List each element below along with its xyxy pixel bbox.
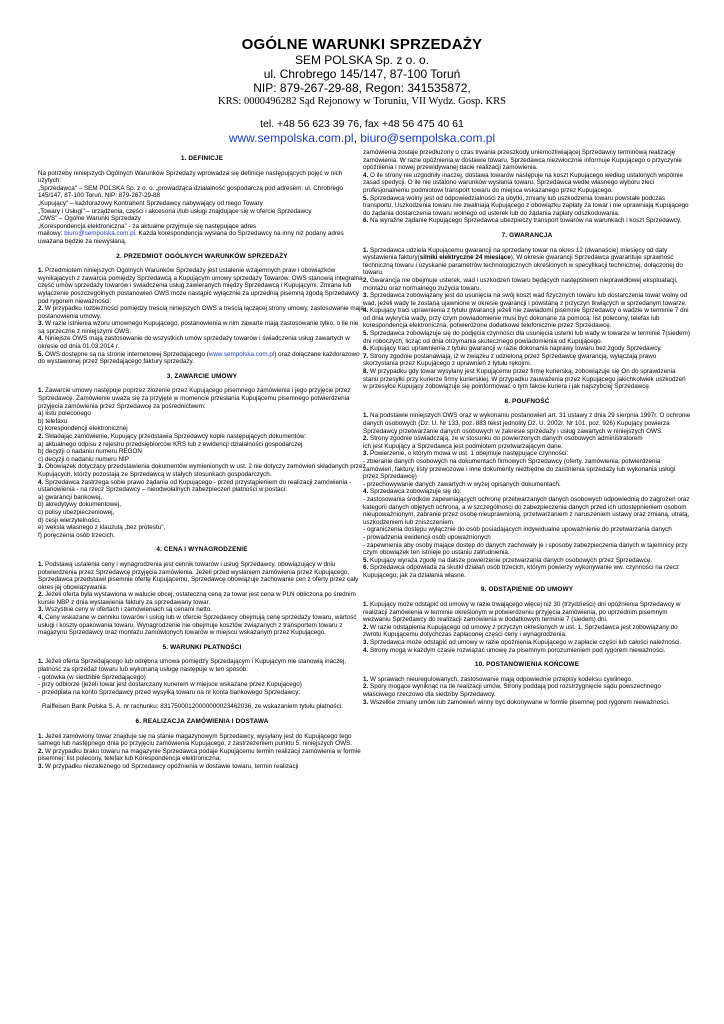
section-title-warranty: 7. GWARANCJA	[501, 231, 553, 239]
text: Jeżeli zamówiony towar znajduje się na stanie magazynowym Sprzedawcy, wysyłany jest do Kupującego tego samego lub następnego dnia po przyjęciu zamówienia Kupującego, z zastrzeżeniem punktu 5. niniejszych OWS.	[38, 732, 352, 748]
list-item: a) aktualnego odpisu z rejestru przedsiębiorców KRS lub z ewidencji działalności gospodarczej	[38, 440, 303, 448]
paragraph	[363, 172, 691, 195]
document-title: OGÓLNE WARUNKI SPRZEDAŻY	[241, 36, 483, 53]
paragraph	[38, 230, 366, 245]
paragraph	[38, 658, 366, 673]
paragraph: „Kupujący" – każdorazowy Kontrahent Sprzedawcy nabywający od niego Towary	[38, 199, 263, 207]
paragraph	[363, 247, 691, 277]
text: Przedmiotem niniejszych Ogólnych Warunków Sprzedaży jest ustalenie wzajemnych praw i obowiązków wynikających z zawarcia pomiędzy Sprzedawcą a Kupującym umowy sprzedaży Towarów. OWS stanowią integralną część umów sprzedaży towarów i świadczenia usług zawieranych między Sprzedawcą i Kupującymi. Zmiana lub wyłączenie poszczególnych postanowień OWS może nastąpić wyłącznie za uprzednią pisemną zgodą Sprzedawcy pod rygorem nieważności.	[38, 267, 363, 305]
list-item: c) decyzji o nadaniu numeru NIP	[38, 455, 130, 463]
paragraph	[363, 307, 691, 330]
item-number: 5.	[363, 330, 369, 338]
text: Na wyraźne żądanie Kupującego Sprzedawca ubezpieczy transport towarów na warunkach i koszt Sprzedawcy.	[368, 217, 682, 225]
item-number: 7.	[363, 352, 369, 360]
item-number: 2.	[38, 747, 44, 755]
paragraph	[363, 330, 691, 345]
paragraph	[38, 614, 369, 637]
text: Spory mogące wyniknąć na tle realizacji umów, Strony poddają pod rozstrzygnięcie sądu powszechnego właściwego rzeczowo dla siedziby Sprzedawcy.	[363, 683, 661, 698]
paragraph	[38, 591, 369, 609]
company-name: SEM POLSKA Sp. z o. o.	[294, 53, 430, 67]
highlight-text: silniki elektryczne 24 miesiące	[419, 254, 511, 262]
paragraph	[38, 387, 366, 410]
text: W przypadku rozbieżności pomiędzy treścią niniejszych OWS a treścią łączącej strony umowy, zastosowanie mają postanowienia umowy.	[38, 305, 365, 320]
list-item: c) korespondencji elektronicznej	[38, 425, 128, 433]
paragraph	[363, 292, 691, 307]
paragraph	[38, 733, 366, 748]
paragraph	[38, 560, 369, 591]
paragraph: Na potrzeby niniejszych Ogólnych Warunków Sprzedaży wprowadza się definicje następujących pojęć w nich użytych:	[38, 169, 343, 185]
paragraph	[38, 763, 366, 771]
text: Składając zamówienie, Kupujący przedstawia Sprzedawcy kopie następujących dokumentów:	[43, 433, 307, 440]
text: OWS dostępne są na stronie internetowej Sprzedającego (	[43, 350, 209, 358]
list-item: a) gwarancji bankowej,	[38, 493, 103, 501]
item-number: 4.	[363, 646, 369, 654]
paragraph	[363, 368, 691, 391]
item-number: 3.	[38, 606, 44, 614]
section-title-final-provisions: 10. POSTANOWIENIA KOŃCOWE	[474, 661, 580, 669]
company-nip-regon: NIP: 879-267-29-88, Regon: 341535872,	[253, 81, 471, 95]
paragraph	[38, 748, 366, 763]
text: Sprzedawca zastrzega sobie prawo żądania od Kupującego - przed przystąpieniem do realizacji zamówienia - ustanowienia - na rzecz Sprzedawcy – nieodwołalnych zabezpieczeń płatności w postaci:	[38, 478, 352, 494]
paragraph	[38, 305, 369, 320]
item-number: 3.	[363, 292, 369, 300]
item-number: 4.	[38, 335, 44, 343]
paragraph: „Towary i Usługi" – urządzenia, części i akcesoria i/lub usługi znajdujące się w ofercie Sprzedawcy	[38, 207, 312, 215]
list-item: - przy odbiorze (jeżeli towar jest dostarczany kurierem w miejsce wskazane przez Kupującego)	[38, 681, 302, 689]
item-number: 8.	[363, 368, 369, 376]
text: Sprzedawca zobowiązuje się do:	[368, 488, 462, 496]
text: O ile strony nie uzgodniły inaczej, dostawa towarów następuje na koszt Kupującego według ustalonych wspólnie zasad spedycji. O ile nie ustalono warunków wysłania towaru, Sprzedawca wedle własnego wyboru zleci profesjonalnemu podmiotowi transport towaru do miejsca wskazanego przez Kupującego.	[363, 171, 683, 194]
paragraph	[363, 624, 691, 639]
item-number: 1.	[363, 412, 369, 420]
paragraph	[38, 267, 369, 305]
section-title-subject: 2. PRZEDMIOT OGÓLNYCH WARUNKÓW SPRZEDAŻY	[116, 252, 288, 260]
item-number: 5.	[363, 194, 369, 202]
contact-links	[0, 131, 724, 145]
document-header	[0, 36, 724, 145]
text: Sprzedawca udziela Kupującemu gwarancji na sprzedany towar na okres 12 (dwanaście) miesięcy od daty wystawienia faktury(	[363, 246, 668, 262]
item-number: 1.	[38, 732, 44, 740]
paragraph	[363, 676, 691, 684]
text: Powierzenie, o którym mowa w ust. 1 obejmuje następujące czynności:	[368, 450, 569, 458]
item-number: 4.	[38, 614, 44, 622]
item-number: 6.	[363, 217, 369, 225]
section-title-withdrawal: 9. ODSTĄPIENIE OD UMOWY	[480, 586, 574, 594]
item-number: 1.	[38, 560, 44, 568]
text: W przypadku niezależnego od Sprzedawcy opóźnienia w dostawie towaru, termin realizacji	[43, 762, 299, 770]
paragraph	[38, 350, 369, 366]
text: W sprawach nieuregulowanych, zastosowanie mają odpowiednie przepisy kodeksu cywilnego.	[368, 675, 633, 683]
company-krs: KRS: 0000496282 Sąd Rejonowy w Toruniu, VII Wydz. Gosp. KRS	[218, 96, 506, 107]
item-number: 2.	[38, 305, 44, 313]
text: Sprzedawca zobowiązuje się do podjęcia czynności dla usunięcia usterki lub wady w towarze w terminie 7(siedem) dni roboczych, licząc od dnia otrzymania skutecznego powiadomienia od Kupującego.	[363, 330, 690, 345]
paragraph	[363, 277, 691, 292]
list-item: b) akredytywy dokumentowej,	[38, 501, 121, 509]
item-number: 3.	[363, 698, 369, 706]
company-address: ul. Chrobrego 145/147, 87-100 Toruń	[263, 67, 461, 81]
list-item: - przechowywanie danych zawartych w wyżej opisanych dokumentach.	[363, 480, 561, 488]
text: Zawarcie umowy następuje poprzez złożenie przez Kupującego pisemnego zamówienia i jego przyjęcie przez Sprzedawcę. Zamówienie uważa się za przyjęte w momencie przesłania Kupującemu pisemnego potwierdzenia przyjęcia zamówienia przez Sprzedawcę za pośrednictwem:	[38, 387, 351, 410]
item-number: 3.	[38, 762, 44, 770]
list-item: - przedpłata na konto Sprzedawcy przed wysyłką towaru na nr konta bankowego Sprzedawcy:	[38, 688, 301, 696]
paragraph	[363, 450, 691, 458]
list-item: - ograniczenia dostępu wyłącznie do osób posiadających indywidualne upoważnienie do przetwarzania danych	[363, 526, 672, 534]
paragraph	[38, 335, 369, 353]
item-number: 3.	[38, 320, 44, 328]
text: Niniejsze OWS mają zastosowanie do wszystkich umów sprzedaży towarów i świadczenia usług zawartych w okresie od dnia 01.03.2014 r.	[38, 335, 350, 351]
paragraph	[363, 683, 691, 698]
website-link[interactable]: www.sempolska.com.pl	[208, 350, 275, 358]
paragraph	[363, 699, 691, 707]
list-item: f) poręczenia osób trzecich.	[38, 531, 115, 539]
text: Kupujący może odstąpić od umowy w razie trwającego więcej niż 30 (trzydzieści) dni opóźnienia Sprzedawcy w realizacji zamówienia w terminie określonym w potwierdzeniu przyjęcia zamówienia, po uprzednim pisemnym wezwaniu Sprzedawcy do realizacji zamówienia w dodatkowym terminie 7 (siedem) dni.	[363, 601, 681, 624]
item-number: 2.	[363, 623, 369, 631]
item-number: 3.	[363, 639, 369, 647]
text: Kupujący traci uprawnienia z tytułu gwarancji jeżeli nie zawiadomi pisemnie Sprzedawcy o wadzie w terminie 7 dni od dnia wykrycia wady, przy czym powiadomienie musi być dokonane za pomocą: list polecony, telefax lub korespondencja elektroniczna, potwierdzone dodatkowe telefonicznie przez Sprzedawcę.	[363, 307, 689, 330]
text: Kupujący wyraża zgodę na dalsze powierzenie przetwarzania danych osobowych przez Sprzedawcę.	[368, 556, 653, 564]
list-item: - zbieranie danych osobowych na dokumentach firmowych Sprzedawcy (oferty, zamówienia, potwierdzenia zamówień, faktury, listy przewozowe i inne dokumenty niezbędne do zaistnienia sprzedaży lub wykonania usługi przez Sprzedawcę)	[363, 457, 676, 481]
text: Wszelkie zmiany umów lub zamówień winny być dokonywane w formie pisemnej pod rygorem nieważności.	[368, 698, 670, 706]
item-number: 4.	[38, 478, 44, 486]
item-number: 1.	[363, 675, 369, 683]
item-number: 5.	[363, 556, 369, 564]
list-item: e) weksla własnego z klauzulą „bez protestu",	[38, 524, 166, 532]
item-number: 3.	[38, 463, 44, 471]
paragraph: „Sprzedawca" – SEM POLSKA Sp. z o. o. „prowadząca działalność gospodarczą pod adresem: ul. Chrobrego 145/147, 87-100 Toruń, NIP: 879-267-29-88	[38, 184, 343, 200]
list-item: - gotówka (w siedzibie Sprzedającego)	[38, 673, 146, 681]
list-item: b) decyzji o nadaniu numeru REGON	[38, 448, 142, 456]
item-number: 1.	[363, 601, 369, 609]
paragraph: ich jest Kupujący a Sprzedawca jest podmiotem przetwarzającym dane.	[363, 442, 563, 450]
item-number: 2.	[38, 591, 44, 599]
text: Kupujący traci uprawnienia z tytułu gwarancji w razie dokonania naprawy towaru bez zgody Sprzedawcy.	[368, 345, 662, 353]
list-item: b) telefaxu	[38, 417, 68, 425]
paragraph	[363, 564, 691, 579]
section-title-definitions: 1. DEFINICJE	[180, 155, 224, 162]
paragraph	[38, 463, 366, 478]
section-title-confidentiality: 8. POUFNOŚĆ	[504, 397, 550, 405]
paragraph: zamówienia zostaje przedłużony o czas trwania przeszkody uniemożliwiającej Sprzedawcy terminową realizację zamówienia. W razie opóźnienia w dostawie towaru, Sprzedawca niezwłocznie informuje Kupującego o przyczynie opóźnienia i nowej przewidywanej dacie realizacji zamówienia.	[363, 149, 682, 172]
text: . Każda korespondencja wysłana do Sprzedawcy na inny niż podany adres uważana będzie za niewysłaną.	[38, 230, 344, 245]
item-number: 2.	[363, 276, 369, 284]
text: ) oraz dołączane każdorazowo do wystawionej przez Sprzedającego faktury sprzedaży.	[38, 350, 360, 366]
list-item: c) polisy ubezpieczeniowej,	[38, 508, 115, 516]
list-item: - zapewnienia aby osoby mające dostęp do danych zachowały je i sposoby zabezpieczenia danych w tajemnicy przy czym obowiązek ten istnieje po ustaniu zatrudnienia.	[363, 541, 688, 557]
item-number: 4.	[363, 488, 369, 496]
paragraph	[363, 488, 691, 496]
item-number: 2.	[38, 433, 44, 440]
section-title-price: 4. CENA I WYNAGRODZENIE	[156, 546, 248, 554]
paragraph	[363, 435, 691, 443]
text: Strony zgodnie postanawiają, iż w związku z udzieloną przez Sprzedawcę gwarancją, wyłączają prawo skorzystania przez Kupującego z uprawnień z tytułu rękojmi.	[363, 352, 657, 368]
item-number: 4.	[363, 307, 369, 315]
text: Ceny wskazane w cenniku towarów i usług lub w ofercie Sprzedawcy obejmują cenę sprzedaży towaru, wartość usługi i koszty opakowania towaru. Wynagrodzenie nie obejmuje kosztów związanych z transportem towaru z magazynu Sprzedawcy oraz montażu zamówionych towarów w miejscu wskazanym przez Kupującego.	[38, 614, 357, 637]
list-item: a) listu poleconego	[38, 410, 91, 418]
item-number: 6.	[363, 564, 369, 572]
section-title-delivery: 6. REALIZACJA ZAMÓWIENIA I DOSTAWA	[135, 718, 269, 725]
text: W przypadku braku towaru na magazynie Sprzedawca podaje Kupującemu termin realizacji zamówienia w formie pisemnej: list polecony, telefax lub Korespondencja elektroniczna.	[38, 747, 361, 763]
text: W razie odstąpienia Kupującego od umowy z przyczyn określonych w ust. 1, Sprzedawca jest zobowiązany do zwrotu Kupującemu dotychczas zapłaconej części ceny i wynagrodzenia.	[363, 623, 678, 639]
paragraph	[363, 639, 691, 647]
text: Strony mogą w każdym czasie rozwiązać umowę za pisemnym porozumieniem pod rygorem nieważności.	[368, 646, 666, 654]
paragraph	[38, 433, 369, 443]
paragraph: „Korespondencja elektroniczna" - za aktualne przyjmuje się następujące adres	[38, 222, 257, 230]
website-link[interactable]: www.sempolska.com.pl	[228, 131, 354, 145]
item-number: 6.	[363, 345, 369, 353]
item-number: 1.	[38, 387, 44, 395]
paragraph	[363, 353, 691, 368]
text: Podstawą ustalenia ceny i wynagrodzenia jest cennik towarów i usług Sprzedawcy, obowiązujący w dniu potwierdzenia przez Sprzedawcę przyjęcia zamówienia. Jeżeli przed wysłaniem zamówienia przez Kupującego, Sprzedawca przedstawił pisemnie ofertę Kupującemu, Sprzedawcę obowiązuje zachowanie cen z oferty przez cały okres jej obowiązywania.	[38, 560, 359, 591]
item-number: 3.	[363, 450, 369, 458]
item-number: 1.	[38, 658, 44, 666]
text: mailowy:	[38, 230, 65, 238]
paragraph	[363, 195, 691, 218]
paragraph	[363, 601, 691, 624]
company-phone-fax: tel. +48 56 623 39 76, fax +48 56 475 40 61	[260, 118, 464, 130]
paragraph	[363, 217, 691, 225]
paragraph	[38, 320, 369, 338]
text: Sprzedawca może odstąpić od umowy w razie opóźnienia Kupującego w zapłacie części lub całości należności.	[368, 639, 682, 647]
item-number: 1.	[363, 246, 369, 254]
email-link[interactable]: biuro@sempolska.com.pl	[360, 131, 496, 145]
text: Wszystkie ceny w ofertach i zamówieniach są cenami netto.	[43, 606, 212, 614]
text: ). W okresie gwarancji Sprzedawca gwarantuje sprawność techniczną towaru i uzyskanie parametrów technologicznych określonych w specyfikacji technicznej, dołączonej do towaru.	[363, 254, 683, 277]
text: Strony zgodnie oświadczają, że w stosunku do powierzonych danych osobowych administratorem	[368, 435, 643, 443]
item-number: 2.	[363, 435, 369, 443]
section-title-payment: 5. WARUNKI PŁATNOŚCI	[162, 643, 242, 651]
item-number: 4.	[363, 171, 369, 179]
list-item: - zastosowania środków zapewniających ochronę przetwarzanych danych osobowych odpowiednią do zagrożeń oraz kategorii danych objętych ochroną, a w szczególności do zabezpieczenia danych przed ich udostępnieniem osobom nieupoważnionym, zabranie przez osobę nieuprawnioną, przetwarzaniem z naruszeniem ustawy oraz zmianą, utratą, uszkodzeniem lub zniszczeniem	[363, 495, 690, 526]
paragraph	[363, 647, 691, 655]
text: Jeżeli oferta była wystawiona w walucie obcej, ostateczną ceną za towar jest cena w PLN obliczona po średnim kursie NBP z dnia wystawienia faktury za sprzedawany towar.	[38, 591, 356, 606]
paragraph	[363, 557, 691, 565]
list-item: d) cesji wierzytelności,	[38, 516, 101, 524]
text: Sprzedawca odpowiada za skutki działań osób trzecich, którym powierzy wykonywanie ww. czynności na rzecz Kupującego, jak za działania własne.	[363, 564, 680, 579]
text: Gwarancja nie obejmuje usterek, wad i uszkodzeń towaru będących następstwem nieprawidłowej eksploatacji, montażu oraz normalnego zużycia towaru.	[363, 276, 678, 292]
section-title-contract: 3. ZAWARCIE UMOWY	[166, 372, 238, 380]
text: Sprzedawca wolny jest od odpowiedzialności za ubytki, zmiany lub uszkodzenia towaru powstałe podczas transportu. Uszkodzenia towaru nie zwalniają Kupującego z obowiązku zapłaty za towar i nie uprawniają Kupującego do żądania dostarczenia towaru wolnego od usterek lub do żądania zapłaty odszkodowania.	[363, 194, 689, 217]
list-item: - prowadzenia ewidencji osób upoważnionych	[363, 533, 491, 541]
separator: ,	[353, 131, 361, 145]
text: W razie istnienia wzoru umownego Kupującego, postanowienia w nim zawarte mają zastosowanie tylko, o ile nie są sprzeczne z niniejszymi OWS.	[38, 320, 359, 335]
paragraph	[38, 478, 369, 496]
text: Na podstawie niniejszych OWS oraz w wykonaniu postanowień art. 31 ustawy z dnia 29 sierpnia 1997r. O ochronie danych osobowych (Dz. U. Nr 133, poz. 883 tekst jednolity Dz. U. 2002r. Nr 101, poz. 926) Kupujący powierza Sprzedawcy przetwarzanie danych osobowych w zakresie sprzedaży i usług zawartych w niniejszych OWS.	[363, 412, 691, 435]
bank-account: Raiffeisen Bank Polska S. A. nr rachunku: 83175000120000000023462036, ze wskazaniem tytułu płatności.	[42, 703, 343, 711]
paragraph	[363, 412, 691, 435]
item-number: 2.	[363, 683, 369, 691]
text: W przypadku gdy towar wysyłany jest Kupującemu przez firmę kurierską, zobowiązuje się On do sprawdzenia stanu przesyłki przy kurierze firmy kurierskiej. W przypadku zauważenia przez Kupującego jakichkolwiek uszkodzeń w przesyłce Kupujący zobowiązuje się poinformować o tym fakcie kuriera i jak najszybciej Sprzedawcę.	[363, 368, 686, 391]
paragraph	[38, 606, 366, 614]
text: Sprzedawca zobowiązany jest do usunięcia na swój koszt wad fizycznych towaru lub dostarczenia towar wolny od wad, jeżeli wady te zostaną ujawnione w okresie gwarancji i powstaną z przyczyn tkwiących w sprzedanym towarze.	[363, 292, 688, 307]
email-link[interactable]: biuro@sempolska.com.pl	[64, 230, 136, 238]
text: Jeżeli oferta Sprzedającego lub odrębna umowa pomiędzy Sprzedającym i Kupującym nie stanowią inaczej, płatność za sprzedaż towaru lub wykonaną usługę następuje w ten sposób:	[38, 658, 347, 674]
item-number: 5.	[38, 350, 44, 358]
left-column	[38, 148, 369, 771]
paragraph	[363, 345, 691, 353]
paragraph: „OWS" – Ogólne Warunki Sprzedaży	[38, 215, 141, 223]
item-number: 1.	[38, 267, 44, 275]
right-column	[363, 149, 691, 706]
text: Obowiązek dotyczący przedstawienia dokumentów wymienionych w ust. 2 nie dotyczy zamówień składanych przez Kupujących, którzy pozostają ze Sprzedawcą w stałych stosunkach gospodarczych.	[38, 463, 366, 478]
